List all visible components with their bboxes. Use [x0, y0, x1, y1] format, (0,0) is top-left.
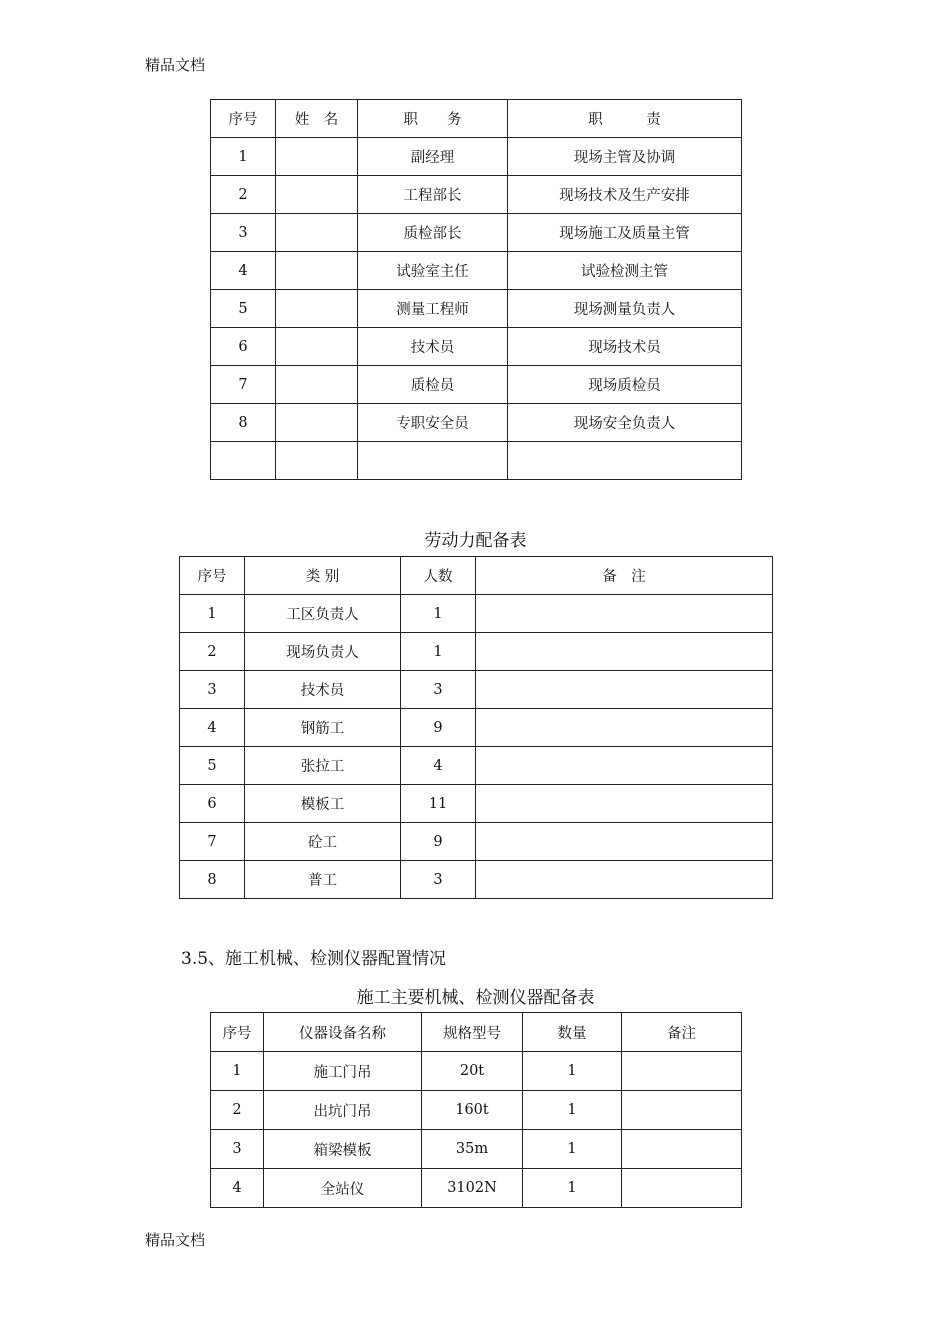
table-cell [276, 442, 358, 480]
table-cell: 试验室主任 [358, 252, 508, 290]
table-row [180, 747, 773, 785]
table-cell [622, 1091, 742, 1130]
table-cell: 1 [523, 1052, 622, 1091]
table-cell: 7 [180, 823, 245, 861]
table-cell: 20t [422, 1052, 523, 1091]
table-cell: 模板工 [245, 785, 401, 823]
table-cell [358, 442, 508, 480]
table-cell [476, 709, 773, 747]
table-row [180, 823, 773, 861]
table-cell [476, 671, 773, 709]
table-cell [276, 214, 358, 252]
table-header-row [211, 1013, 742, 1052]
column-header: 序号 [211, 100, 276, 138]
table-cell: 5 [211, 290, 276, 328]
table-cell: 35m [422, 1130, 523, 1169]
table-cell: 3102N [422, 1169, 523, 1208]
column-header: 备 注 [476, 557, 773, 595]
table-cell: 6 [180, 785, 245, 823]
table-cell: 技术员 [245, 671, 401, 709]
column-header: 职 责 [508, 100, 742, 138]
table-cell [276, 138, 358, 176]
table-cell: 8 [180, 861, 245, 899]
table-row [211, 176, 742, 214]
page-footer-watermark: 精品文档 [145, 1231, 206, 1249]
table-cell [276, 290, 358, 328]
table-cell: 1 [523, 1091, 622, 1130]
table-cell: 普工 [245, 861, 401, 899]
table-row [180, 633, 773, 671]
table-cell: 施工门吊 [264, 1052, 422, 1091]
table-row [211, 404, 742, 442]
page-header-watermark: 精品文档 [145, 56, 206, 74]
table-cell [622, 1130, 742, 1169]
table-row [180, 785, 773, 823]
table-cell: 砼工 [245, 823, 401, 861]
table-cell [476, 747, 773, 785]
table-cell: 现场负责人 [245, 633, 401, 671]
column-header: 数量 [523, 1013, 622, 1052]
column-header: 姓 名 [276, 100, 358, 138]
table-cell: 5 [180, 747, 245, 785]
table-cell: 1 [180, 595, 245, 633]
table-row [211, 442, 742, 480]
table-cell [622, 1169, 742, 1208]
table-cell: 8 [211, 404, 276, 442]
table-row [211, 252, 742, 290]
equipment-table [210, 1012, 742, 1208]
table-cell: 4 [211, 1169, 264, 1208]
table-cell: 3 [180, 671, 245, 709]
table-cell: 6 [211, 328, 276, 366]
column-header: 仪器设备名称 [264, 1013, 422, 1052]
column-header: 职 务 [358, 100, 508, 138]
table-cell: 2 [211, 176, 276, 214]
table-cell: 3 [211, 214, 276, 252]
table-cell: 现场测量负责人 [508, 290, 742, 328]
table-row [211, 1091, 742, 1130]
table-row [211, 214, 742, 252]
table-cell: 3 [211, 1130, 264, 1169]
table-cell [476, 633, 773, 671]
table-row [180, 671, 773, 709]
table-cell [276, 404, 358, 442]
table-cell: 1 [401, 595, 476, 633]
table-cell: 11 [401, 785, 476, 823]
table-cell: 现场主管及协调 [508, 138, 742, 176]
table-cell [476, 861, 773, 899]
column-header: 规格型号 [422, 1013, 523, 1052]
table-cell: 钢筋工 [245, 709, 401, 747]
table-cell: 现场技术员 [508, 328, 742, 366]
table-cell [276, 252, 358, 290]
table-cell [276, 176, 358, 214]
table-header-row [180, 557, 773, 595]
column-header: 序号 [211, 1013, 264, 1052]
table-cell: 全站仪 [264, 1169, 422, 1208]
table-row [180, 595, 773, 633]
table-cell: 160t [422, 1091, 523, 1130]
table-cell: 工区负责人 [245, 595, 401, 633]
table-row [211, 366, 742, 404]
table-row [211, 138, 742, 176]
table-cell [476, 785, 773, 823]
staff-duty-table [210, 99, 742, 480]
table-cell [622, 1052, 742, 1091]
table-cell [276, 366, 358, 404]
table-cell: 1 [211, 138, 276, 176]
section-heading: 3.5、施工机械、检测仪器配置情况 [181, 949, 447, 969]
table-cell: 1 [523, 1130, 622, 1169]
table-row [180, 709, 773, 747]
table-cell: 3 [401, 671, 476, 709]
equipment-table-title: 施工主要机械、检测仪器配备表 [356, 988, 595, 1008]
table-cell: 现场质检员 [508, 366, 742, 404]
column-header: 序号 [180, 557, 245, 595]
table-row [211, 1169, 742, 1208]
table-cell: 2 [180, 633, 245, 671]
table-cell: 工程部长 [358, 176, 508, 214]
table-cell [476, 823, 773, 861]
table-row [180, 861, 773, 899]
table-cell: 4 [211, 252, 276, 290]
table-cell: 副经理 [358, 138, 508, 176]
table-cell: 9 [401, 709, 476, 747]
table-cell: 测量工程师 [358, 290, 508, 328]
table-cell: 现场技术及生产安排 [508, 176, 742, 214]
table-cell: 技术员 [358, 328, 508, 366]
table-cell: 1 [523, 1169, 622, 1208]
table-row [211, 1130, 742, 1169]
table-cell: 质检员 [358, 366, 508, 404]
table-cell [276, 328, 358, 366]
table-cell: 4 [401, 747, 476, 785]
table-cell: 现场施工及质量主管 [508, 214, 742, 252]
table-cell: 2 [211, 1091, 264, 1130]
table-cell: 3 [401, 861, 476, 899]
table-cell: 9 [401, 823, 476, 861]
labor-table [179, 556, 773, 899]
table-cell: 箱梁模板 [264, 1130, 422, 1169]
table-cell: 专职安全员 [358, 404, 508, 442]
column-header: 人数 [401, 557, 476, 595]
table-cell [508, 442, 742, 480]
table-cell: 1 [211, 1052, 264, 1091]
table-row [211, 1052, 742, 1091]
table-row [211, 328, 742, 366]
table-row [211, 290, 742, 328]
table-cell: 试验检测主管 [508, 252, 742, 290]
table-header-row [211, 100, 742, 138]
table-cell: 出坑门吊 [264, 1091, 422, 1130]
labor-table-title: 劳动力配备表 [424, 531, 527, 551]
table-cell: 7 [211, 366, 276, 404]
table-cell: 现场安全负责人 [508, 404, 742, 442]
column-header: 备注 [622, 1013, 742, 1052]
column-header: 类 别 [245, 557, 401, 595]
table-cell [211, 442, 276, 480]
table-cell: 质检部长 [358, 214, 508, 252]
table-cell: 1 [401, 633, 476, 671]
table-cell [476, 595, 773, 633]
table-cell: 4 [180, 709, 245, 747]
table-cell: 张拉工 [245, 747, 401, 785]
